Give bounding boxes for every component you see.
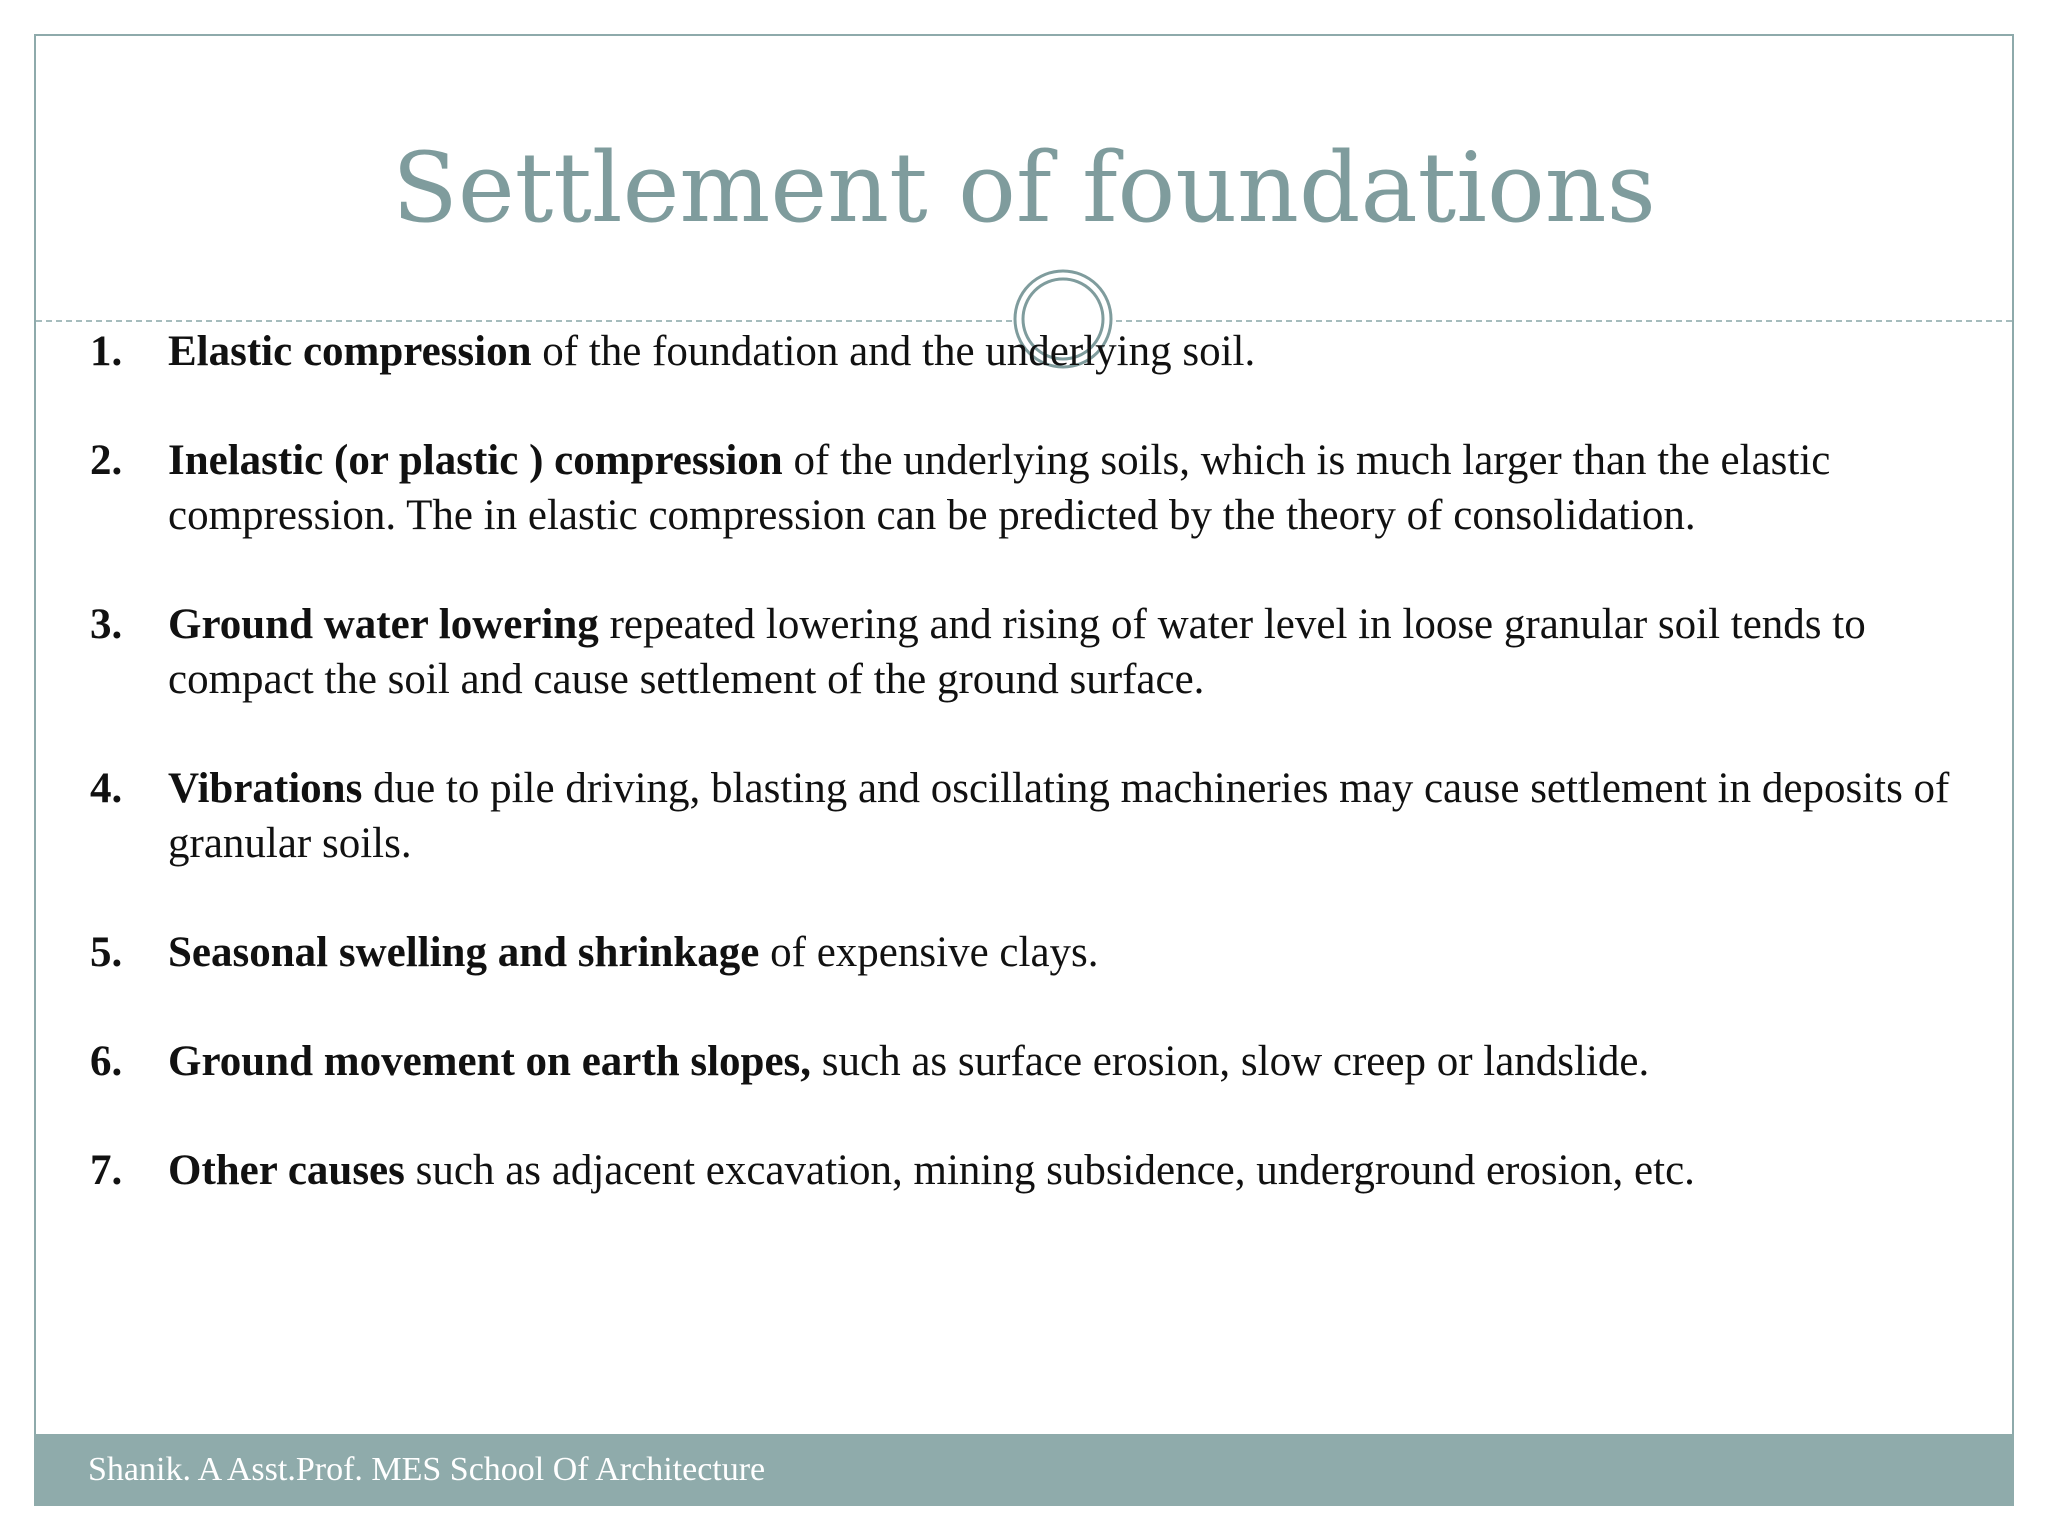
item-text: of expensive clays.: [759, 929, 1099, 976]
list-item: [90, 1143, 2020, 1198]
item-number: 7.: [90, 1147, 123, 1194]
item-number: 1.: [90, 328, 123, 375]
item-text: due to pile driving, blasting and oscillating machineries may cause settlement in deposits of granular soils.: [168, 765, 1950, 867]
item-text: of the underlying soils, which is much larger than the elastic compression. The in elastic compression can be predicted by the theory of consolidation.: [168, 437, 1831, 539]
list-item: [90, 324, 2020, 379]
slide-frame: [34, 34, 2014, 1500]
item-text: repeated lowering and rising of water level in loose granular soil tends to compact the soil and cause settlement of the ground surface.: [168, 601, 1866, 703]
list-item: [90, 1034, 2020, 1089]
item-number: 5.: [90, 929, 123, 976]
item-term: Other causes: [168, 1147, 405, 1194]
item-term: Inelastic (or plastic ) compression: [168, 437, 783, 484]
item-text: of the foundation and the underlying soil.: [531, 328, 1256, 375]
item-text: such as adjacent excavation, mining subsidence, underground erosion, etc.: [404, 1147, 1695, 1194]
settlement-causes-list: [90, 324, 2020, 1252]
list-item: [90, 761, 2020, 871]
item-number: 4.: [90, 765, 123, 812]
list-item: [90, 925, 2020, 980]
item-term: Seasonal swelling and shrinkage: [168, 929, 760, 976]
item-term: Vibrations: [168, 765, 363, 812]
slide-title: Settlement of foundations: [392, 132, 1656, 244]
list-item: [90, 433, 2020, 543]
item-term: Elastic compression: [168, 328, 532, 375]
item-term: Ground movement on earth slopes,: [168, 1038, 812, 1085]
item-term: Ground water lowering: [168, 601, 599, 648]
item-number: 2.: [90, 437, 123, 484]
list-item: [90, 597, 2020, 707]
slide-footer: [34, 1434, 2014, 1506]
item-text: such as surface erosion, slow creep or landslide.: [811, 1038, 1650, 1085]
item-number: 3.: [90, 601, 123, 648]
footer-author: Shanik. A Asst.Prof. MES School Of Architecture: [88, 1451, 766, 1488]
item-number: 6.: [90, 1038, 123, 1085]
